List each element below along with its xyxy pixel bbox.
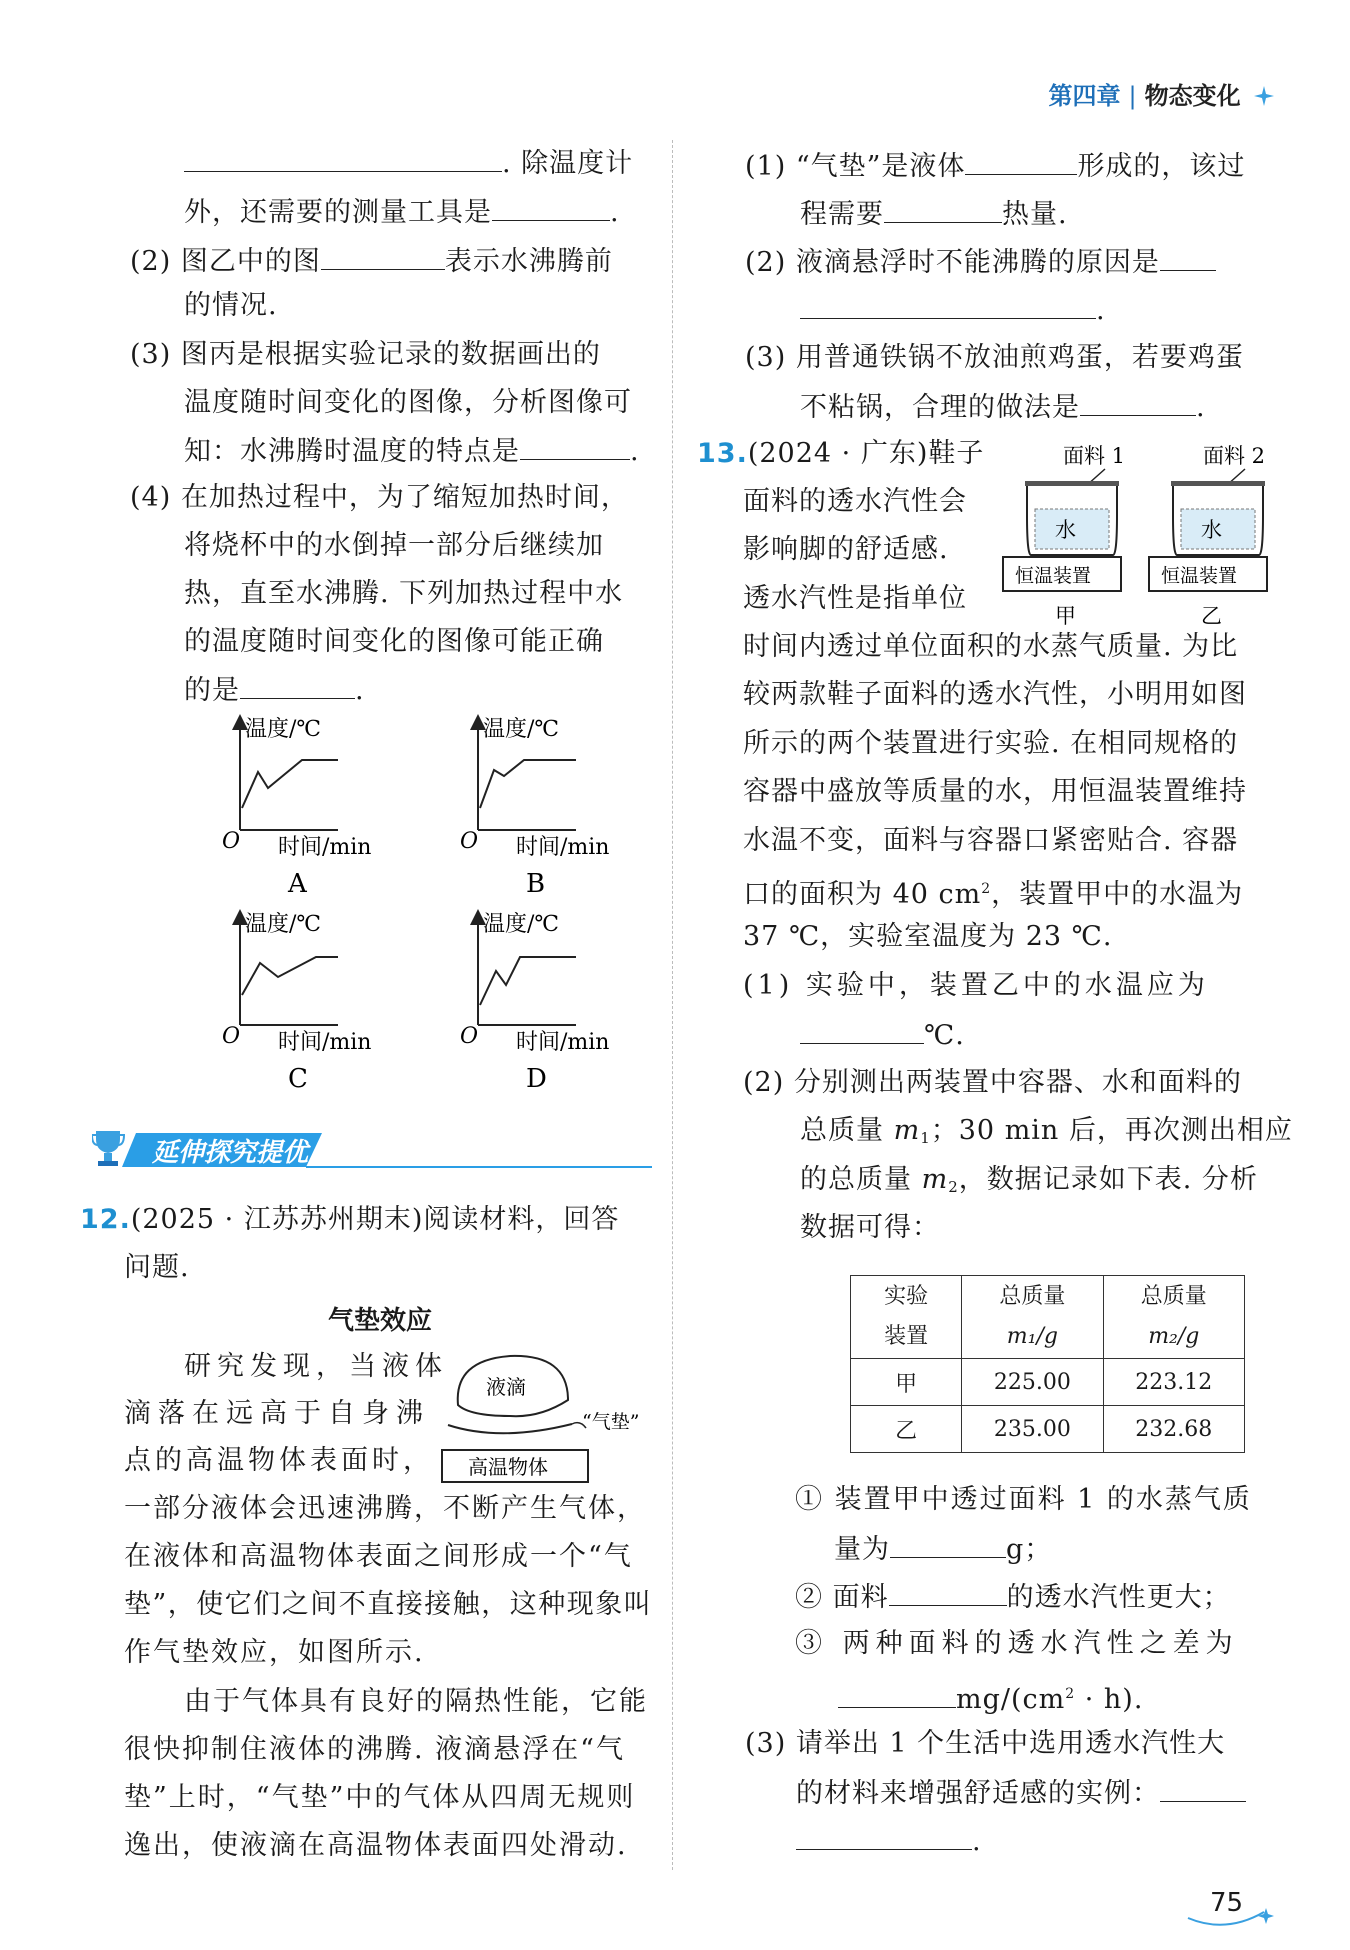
answer-blank[interactable] (321, 243, 445, 270)
page-number: 75 (1210, 1888, 1243, 1918)
q13-s3-line-1: (3) 请举出 1 个生活中选用透水汽性大 (745, 1728, 1226, 1759)
graph-d[interactable] (460, 912, 609, 1094)
graph-a[interactable] (222, 717, 371, 899)
q13-c1-line-2: 量为 g； (834, 1531, 1052, 1567)
answer-blank[interactable] (796, 1823, 972, 1850)
origin-label: O (222, 1024, 241, 1049)
device-label: 恒温装置 (1015, 565, 1092, 587)
table-cell: 甲 (851, 1359, 962, 1406)
table-header: 总质量 m₂/g (1103, 1276, 1244, 1359)
q13-line-8: 容器中盛放等质量的水，用恒温装置维持 (743, 776, 1247, 807)
answer-blank[interactable] (1080, 389, 1196, 416)
q4-line-4: 的温度随时间变化的图像可能正确 (184, 626, 604, 657)
q13-line-2: 面料的透水汽性会 (743, 486, 967, 517)
q12-para-8: 由于气体具有良好的隔热性能，它能 (184, 1686, 648, 1717)
data-table (850, 1275, 1245, 1453)
q4-line-3: 热，直至水沸腾. 下列加热过程中水 (184, 578, 624, 609)
q12-line-1: 12.(2025 · 江苏苏州期末)阅读材料，回答 (80, 1204, 620, 1235)
beaker-figure (995, 437, 1285, 637)
origin-label: O (460, 829, 479, 854)
answer-blank[interactable] (1160, 244, 1216, 271)
option-letter: A (288, 869, 307, 899)
header-separator: | (1128, 82, 1137, 110)
q12-para-11: 逸出，使液滴在高温物体表面四处滑动. (124, 1830, 628, 1861)
left-line-2: 外，还需要的测量工具是 . (184, 194, 620, 230)
answer-blank[interactable] (889, 1579, 1007, 1606)
graph-b[interactable] (460, 717, 609, 899)
x-axis-label: 时间/min (278, 1030, 372, 1055)
q13-s2-line-2: 总质量 $m_1$；30 min 后，再次测出相应 (800, 1115, 1293, 1147)
q12-para-1: 研究发现，当液体 (184, 1351, 448, 1382)
air-cushion-figure (440, 1350, 660, 1490)
q12-para-2: 滴落在远高于自身沸 (124, 1398, 430, 1429)
q13-line-10: 口的面积为 40 $cm^2$，装置甲中的水温为 (743, 879, 1244, 910)
table-cell: 225.00 (962, 1359, 1103, 1406)
option-letter: C (288, 1064, 308, 1094)
section-banner (92, 1125, 652, 1175)
q4-line-5: 的是 . (184, 672, 365, 708)
chapter-header (1049, 76, 1275, 111)
fabric-2-label: 面料 2 (1203, 444, 1266, 468)
right-q3-line-1: (3) 用普通铁锅不放油煎鸡蛋，若要鸡蛋 (745, 342, 1244, 373)
question-number: 12. (80, 1204, 131, 1235)
water-label: 水 (1055, 518, 1076, 542)
q13-line-11: 37 ℃，实验室温度为 23 ℃. (743, 921, 1113, 952)
answer-blank[interactable] (965, 148, 1077, 175)
banner-title: 延伸探究提优 (152, 1138, 309, 1168)
cushion-arc (448, 1424, 572, 1433)
graph-options (220, 710, 640, 1100)
chapter-title: 物态变化 (1144, 82, 1241, 110)
table-row (851, 1359, 1245, 1406)
y-axis-label: 温度/℃ (245, 912, 322, 937)
q13-c3-line-2: $mg/(cm^2 \cdot h)$. (838, 1677, 1143, 1717)
sparkle-icon (1253, 85, 1275, 107)
cushion-label: “气垫” (582, 1411, 640, 1433)
origin-label: O (222, 829, 241, 854)
answer-blank[interactable] (890, 1531, 1006, 1558)
q2-line-1: (2) 图乙中的图 表示水沸腾前 (130, 243, 613, 279)
q3-line-1: (3) 图丙是根据实验记录的数据画出的 (130, 339, 601, 370)
q2-line-2: 的情况. (184, 290, 278, 321)
q13-c3-line-1: ③ 两种面料的透水汽性之差为 (795, 1628, 1239, 1659)
right-q2-line-2: . (800, 292, 1106, 328)
answer-blank[interactable] (520, 433, 630, 460)
q13-c2-line: ② 面料 的透水汽性更大； (795, 1579, 1231, 1615)
answer-blank[interactable] (884, 196, 1002, 223)
y-axis-label: 温度/℃ (245, 717, 322, 742)
origin-label: O (460, 1024, 479, 1049)
q12-para-7: 作气垫效应，如图所示. (124, 1637, 425, 1668)
graph-c[interactable] (222, 912, 371, 1094)
right-q3-line-2: 不粘锅，合理的做法是 . (800, 389, 1206, 425)
q13-s2-line-4: 数据可得： (800, 1212, 940, 1243)
droplet-label: 液滴 (486, 1375, 526, 1399)
column-divider (672, 140, 673, 1870)
q13-s2-line-1: (2) 分别测出两装置中容器、水和面料的 (743, 1067, 1242, 1098)
option-letter: D (526, 1064, 547, 1094)
q13-line-6: 较两款鞋子面料的透水汽性，小明用如图 (743, 679, 1247, 710)
answer-blank[interactable] (800, 1017, 924, 1044)
beaker-b (1149, 481, 1267, 628)
chapter-label: 第四章 (1048, 82, 1121, 110)
beaker-a (1003, 481, 1121, 628)
q13-line-9: 水温不变，面料与容器口紧密贴合. 容器 (743, 825, 1239, 856)
answer-blank[interactable] (1160, 1775, 1246, 1802)
question-number: 13. (697, 438, 748, 469)
q12-para-6: 垫”，使它们之间不直接接触，这种现象叫 (124, 1589, 653, 1620)
q13-s2-line-3: 的总质量 $m_2$，数据记录如下表. 分析 (800, 1164, 1258, 1196)
q3-line-2: 温度随时间变化的图像，分析图像可 (184, 387, 632, 418)
q13-line-1: 13.(2024 · 广东)鞋子 (697, 438, 985, 469)
q12-para-10: 垫”上时，“气垫”中的气体从四周无规则 (124, 1782, 636, 1813)
q13-line-5: 时间内透过单位面积的水蒸气质量. 为比 (743, 631, 1239, 662)
q13-s1-line-1: (1) 实验中，装置乙中的水温应为 (743, 970, 1209, 1001)
device-label: 恒温装置 (1161, 565, 1238, 587)
answer-blank[interactable] (800, 292, 1096, 319)
table-header: 总质量 m₁/g (962, 1276, 1103, 1359)
q12-para-3: 点的高温物体表面时， (124, 1445, 434, 1476)
q13-s1-line-2: ℃. (800, 1017, 965, 1053)
q13-line-4: 透水汽性是指单位 (743, 583, 967, 614)
x-axis-label: 时间/min (516, 1030, 610, 1055)
q12-para-5: 在液体和高温物体表面之间形成一个“气 (124, 1541, 633, 1572)
option-letter: B (526, 869, 546, 899)
material-title: 气垫效应 (328, 1306, 433, 1336)
q13-s3-line-2: 的材料来增强舒适感的实例： (796, 1775, 1246, 1811)
water-label: 水 (1201, 518, 1222, 542)
x-axis-label: 时间/min (516, 835, 610, 860)
table-header-row (851, 1276, 1245, 1359)
q13-line-3: 影响脚的舒适感. (743, 534, 949, 565)
page-swoosh-icon (1186, 1904, 1276, 1928)
q3-line-3: 知：水沸腾时温度的特点是 . (184, 433, 640, 469)
table-cell: 235.00 (962, 1406, 1103, 1453)
q13-s3-line-3: . (796, 1823, 982, 1859)
trophy-icon (92, 1131, 124, 1166)
table-cell: 乙 (851, 1406, 962, 1453)
table-cell: 232.68 (1103, 1406, 1244, 1453)
fabric-1-label: 面料 1 (1063, 444, 1126, 468)
q4-line-2: 将烧杯中的水倒掉一部分后继续加 (184, 530, 604, 561)
yi-label: 乙 (1201, 604, 1222, 628)
q12-line-2: 问题. (124, 1252, 190, 1283)
y-axis-label: 温度/℃ (483, 717, 560, 742)
q12-para-4: 一部分液体会迅速沸腾，不断产生气体， (124, 1493, 646, 1524)
y-axis-label: 温度/℃ (483, 912, 560, 937)
answer-blank[interactable] (184, 145, 502, 172)
table-header: 实验 装置 (851, 1276, 962, 1359)
table-cell: 223.12 (1103, 1359, 1244, 1406)
q4-line-1: (4) 在加热过程中，为了缩短加热时间， (130, 482, 629, 513)
right-q2-line-1: (2) 液滴悬浮时不能沸腾的原因是 (745, 244, 1216, 280)
left-line-1: . 除温度计 (184, 145, 633, 181)
right-q1-line-2: 程需要 热量. (800, 196, 1068, 232)
q13-line-7: 所示的两个装置进行实验. 在相同规格的 (743, 728, 1239, 759)
answer-blank[interactable] (492, 194, 610, 221)
table-row (851, 1406, 1245, 1453)
jia-label: 甲 (1055, 604, 1076, 628)
hot-object-label: 高温物体 (468, 1455, 548, 1479)
answer-blank[interactable] (240, 672, 355, 699)
q12-para-9: 很快抑制住液体的沸腾. 液滴悬浮在“气 (124, 1734, 625, 1765)
q13-c1-line-1: ① 装置甲中透过面料 1 的水蒸气质 (795, 1484, 1252, 1515)
x-axis-label: 时间/min (278, 835, 372, 860)
answer-blank[interactable] (838, 1681, 956, 1708)
right-q1-line-1: (1) “气垫”是液体 形成的，该过 (745, 148, 1245, 184)
